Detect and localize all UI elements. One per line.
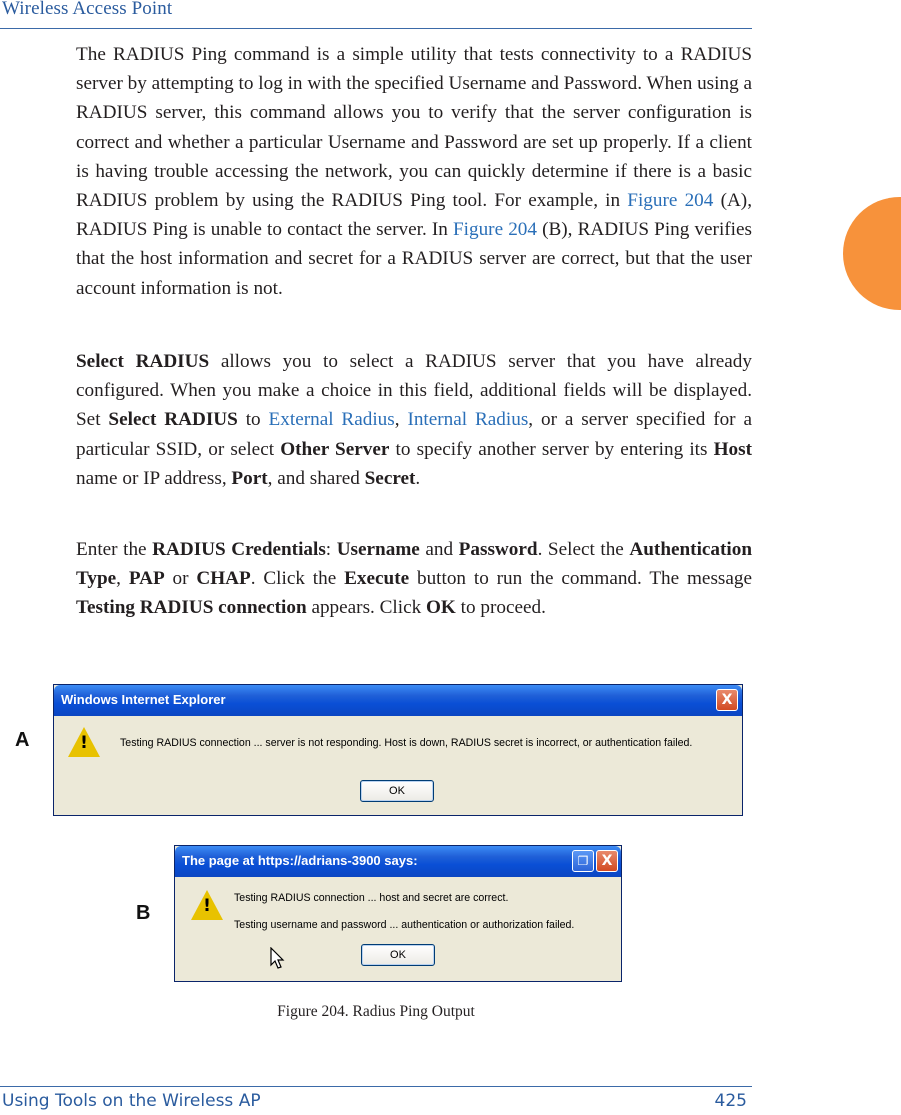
text-run: and <box>419 539 459 560</box>
dialog-b-line2: Testing username and password ... authentication or authorization failed. <box>234 919 575 931</box>
close-icon[interactable]: X <box>596 850 618 872</box>
dialog-a-titlebar[interactable] <box>54 685 742 716</box>
dialog-b-title: The page at https://adrians-3900 says: <box>182 853 418 868</box>
text-run: , <box>116 568 129 590</box>
term-select-radius: Select RADIUS <box>76 351 210 372</box>
dialog-b <box>174 845 622 982</box>
term-radius-credentials: RADIUS Credentials <box>152 539 326 560</box>
text-run: to <box>237 409 269 431</box>
term-testing-radius-connection: Testing RADIUS connection <box>76 597 307 619</box>
figure-label-b: B <box>136 902 151 924</box>
term-chap: CHAP <box>196 568 251 590</box>
term-authentication-type: Authentication Type <box>76 539 752 590</box>
figure-204-link[interactable]: Figure 204 <box>452 219 537 241</box>
ok-button[interactable]: OK <box>360 780 434 802</box>
term-select-radius: Select RADIUS <box>108 409 238 431</box>
paragraph-credentials <box>76 535 752 623</box>
text-run: . <box>415 467 421 489</box>
text-run: . Select the <box>537 539 630 560</box>
running-header <box>0 0 752 29</box>
text-run: (B), RADIUS Ping verifies that the host information and secret for a RADIUS server are correct, but that the user account information is not. <box>76 219 752 299</box>
text-run: appears. Click <box>306 597 426 619</box>
warning-icon-mark: ! <box>80 733 88 753</box>
ok-button[interactable]: OK <box>361 944 435 966</box>
text-run: (A), RADIUS Ping is unable to contact the server. In <box>76 190 752 241</box>
dialog-a-title: Windows Internet Explorer <box>61 692 226 707</box>
term-other-server: Other Server <box>280 438 390 460</box>
text-run: Enter the <box>76 539 153 560</box>
text-run: to proceed. <box>455 597 546 619</box>
close-icon[interactable]: X <box>716 689 738 711</box>
figure-204-link[interactable]: Figure 204 <box>627 190 714 212</box>
term-host: Host <box>713 438 752 460</box>
text-run: , or a server specified for a particular SSID, or select <box>76 409 752 460</box>
dialog-b-titlebar[interactable] <box>175 846 621 877</box>
text-run: , <box>394 409 408 431</box>
term-port: Port <box>231 467 268 489</box>
text-run: allows you to select a RADIUS server that you have already configured. When you make a choice in this field, additional fields will be displayed. Set <box>76 351 752 431</box>
restore-icon[interactable]: ❐ <box>572 850 594 872</box>
text-run: : <box>325 539 337 560</box>
text-run: or <box>164 568 197 590</box>
internal-radius-link[interactable]: Internal Radius <box>407 409 529 431</box>
chapter-tab-marker <box>843 197 901 310</box>
dialog-b-line1: Testing RADIUS connection ... host and secret are correct. <box>234 892 509 904</box>
dialog-a <box>53 684 743 816</box>
figure-label-a: A <box>15 729 30 751</box>
term-password: Password <box>458 539 538 560</box>
text-run: The RADIUS Ping command is a simple utility that tests connectivity to a RADIUS server by attempting to log in with the specified Username and Password. When using a RADIUS server, this command allows you to verify that the server configuration is correct and whether a particular Username and Password are set up properly. If a client is having trouble accessing the network, you can quickly determine if there is a basic RADIUS problem by using the RADIUS Ping tool. For example, in <box>76 44 752 212</box>
term-execute: Execute <box>344 568 410 590</box>
mouse-pointer-icon <box>270 947 286 971</box>
running-footer <box>0 1086 752 1115</box>
text-run: , and shared <box>267 467 365 489</box>
text-run: name or IP address, <box>76 467 232 489</box>
page-number: 425 <box>714 1091 747 1111</box>
term-ok: OK <box>426 597 456 619</box>
term-pap: PAP <box>128 568 165 590</box>
external-radius-link[interactable]: External Radius <box>268 409 395 431</box>
text-run: . Click the <box>250 568 345 590</box>
text-run: button to run the command. The message <box>409 568 753 590</box>
warning-icon-mark: ! <box>203 896 211 916</box>
paragraph-radius-ping <box>76 40 752 303</box>
text-run: to specify another server by entering its <box>389 438 714 460</box>
dialog-a-message: Testing RADIUS connection ... server is not responding. Host is down, RADIUS secret is incorrect, or authentication failed. <box>120 737 693 749</box>
figure-caption: Figure 204. Radius Ping Output <box>277 1003 475 1020</box>
term-username: Username <box>336 539 420 560</box>
footer-section-title: Using Tools on the Wireless AP <box>2 1091 261 1111</box>
paragraph-select-radius <box>76 347 752 493</box>
term-secret: Secret <box>364 467 416 489</box>
header-title: Wireless Access Point <box>2 0 173 19</box>
